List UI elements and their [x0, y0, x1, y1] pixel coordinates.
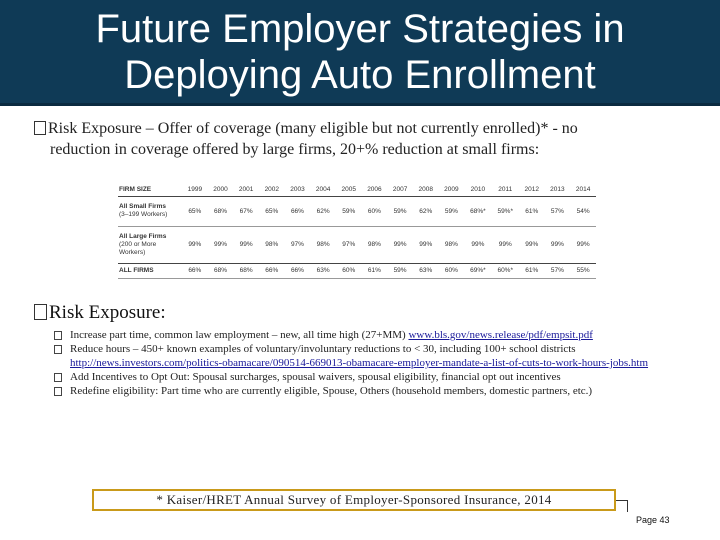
slide-title-line-1: Future Employer Strategies in [95, 6, 625, 51]
year-header: 2014 [570, 183, 596, 196]
table-cell: 59% [439, 196, 465, 226]
square-bullet-icon [54, 387, 62, 396]
table-cell: 65% [182, 196, 208, 226]
row-label-line: (200 or More [119, 240, 157, 248]
row-label [118, 196, 182, 226]
table-row [118, 196, 596, 226]
table-cell: 60% [439, 263, 465, 278]
year-header: 2001 [233, 183, 259, 196]
title-bar [0, 0, 720, 106]
section-heading [34, 302, 166, 324]
coverage-offer-table [118, 183, 596, 283]
square-bullet-icon [54, 345, 62, 354]
table-cell: 61% [519, 263, 545, 278]
square-bullet-icon [54, 331, 62, 340]
table-row [118, 226, 596, 263]
table-cell: 60% [336, 263, 362, 278]
table-cell: 99% [387, 226, 413, 263]
list-item [52, 370, 716, 384]
list-item-text: Increase part time, common law employment – new, all time high (27+MM) [70, 329, 409, 341]
table-cell: 68% [233, 263, 259, 278]
source-link[interactable]: www.bls.gov/news.release/pdf/empsit.pdf [408, 329, 593, 341]
table-cell: 99% [492, 226, 519, 263]
table-cell: 65% [259, 196, 285, 226]
table-cell: 59% [387, 196, 413, 226]
table-cell: 66% [285, 263, 311, 278]
table-cell: 99% [545, 226, 571, 263]
square-bullet-icon [54, 373, 62, 382]
table-cell: 97% [336, 226, 362, 263]
table-cell: 99% [570, 226, 596, 263]
row-label-line: ALL FIRMS [119, 266, 154, 274]
source-link[interactable]: http://news.investors.com/politics-obamacare/090514-669013-obamacare-employer-mandate-a-list-of-cuts-to-work-hours-jobs.htm [70, 357, 649, 369]
table-cell: 66% [285, 196, 311, 226]
row-label-line: All Large Firms [119, 232, 167, 240]
table-cell: 63% [413, 263, 439, 278]
table-cell: 62% [413, 196, 439, 226]
square-bullet-icon [34, 304, 47, 320]
year-header: 2005 [336, 183, 362, 196]
firm-size-table [118, 183, 596, 279]
table-cell: 98% [259, 226, 285, 263]
year-header: 2006 [362, 183, 388, 196]
list-item [52, 384, 716, 398]
slide-title-line-2: Deploying Auto Enrollment [124, 52, 596, 97]
table-row [118, 263, 596, 278]
table-cell: 60%* [492, 263, 519, 278]
table-header-row [118, 183, 596, 196]
table-cell: 57% [545, 196, 571, 226]
year-header: 2003 [285, 183, 311, 196]
year-header: 2010 [464, 183, 491, 196]
intro-paragraph [34, 118, 714, 160]
table-cell: 63% [310, 263, 336, 278]
row-label-line: (3–199 Workers) [119, 211, 168, 218]
table-cell: 99% [464, 226, 491, 263]
risk-exposure-list [52, 328, 716, 398]
table-cell: 61% [362, 263, 388, 278]
table-cell: 59% [336, 196, 362, 226]
section-heading-text: Risk Exposure: [49, 302, 166, 323]
intro-second-line: reduction in coverage offered by large firms, 20+% reduction at small firms: [50, 141, 540, 158]
page-corner-line [616, 500, 628, 512]
year-header: 1999 [182, 183, 208, 196]
table-cell: 67% [233, 196, 259, 226]
table-cell: 68% [208, 196, 234, 226]
year-header: 2008 [413, 183, 439, 196]
table-cell: 60% [362, 196, 388, 226]
table-cell: 98% [439, 226, 465, 263]
table-cell: 99% [413, 226, 439, 263]
table-cell: 62% [310, 196, 336, 226]
table-cell: 99% [182, 226, 208, 263]
row-label-line: Workers) [119, 248, 146, 256]
list-item-text: Redefine eligibility: Part time who are currently eligible, Spouse, Others (household members, domestic partners, etc.) [70, 385, 593, 397]
table-cell: 66% [259, 263, 285, 278]
year-header: 2007 [387, 183, 413, 196]
year-header: 2012 [519, 183, 545, 196]
table-cell: 59% [387, 263, 413, 278]
row-label [118, 226, 182, 263]
list-item-text: Reduce hours – 450+ known examples of voluntary/involuntary reductions to < 30, including 100+ school districts [70, 343, 576, 355]
table-cell: 68% [208, 263, 234, 278]
source-footnote: * Kaiser/HRET Annual Survey of Employer-Sponsored Insurance, 2014 [92, 489, 616, 511]
table-cell: 97% [285, 226, 311, 263]
year-header: 2013 [545, 183, 571, 196]
square-bullet-icon [34, 121, 46, 135]
year-header: 2009 [439, 183, 465, 196]
list-item-text: Add Incentives to Opt Out: Spousal surcharges, spousal waivers, spousal eligibility, financial opt out incentives [70, 371, 561, 383]
table-cell: 57% [545, 263, 571, 278]
firm-size-header: FIRM SIZE [118, 183, 182, 196]
table-cell: 98% [310, 226, 336, 263]
table-cell: 99% [208, 226, 234, 263]
year-header: 2002 [259, 183, 285, 196]
row-label-line: All Small Firms [119, 203, 166, 210]
year-header: 2000 [208, 183, 234, 196]
table-cell: 99% [519, 226, 545, 263]
table-cell: 98% [362, 226, 388, 263]
table-cell: 59%* [492, 196, 519, 226]
year-header: 2004 [310, 183, 336, 196]
table-cell: 68%* [464, 196, 491, 226]
table-cell: 54% [570, 196, 596, 226]
table-cell: 66% [182, 263, 208, 278]
list-item [52, 342, 716, 370]
list-item [52, 328, 716, 342]
intro-first-line: Risk Exposure – Offer of coverage (many eligible but not currently enrolled)* - no [48, 120, 578, 137]
table-cell: 99% [233, 226, 259, 263]
table-cell: 69%* [464, 263, 491, 278]
page-number: Page 43 [636, 515, 670, 525]
table-cell: 55% [570, 263, 596, 278]
row-label [118, 263, 182, 278]
table-cell: 61% [519, 196, 545, 226]
year-header: 2011 [492, 183, 519, 196]
